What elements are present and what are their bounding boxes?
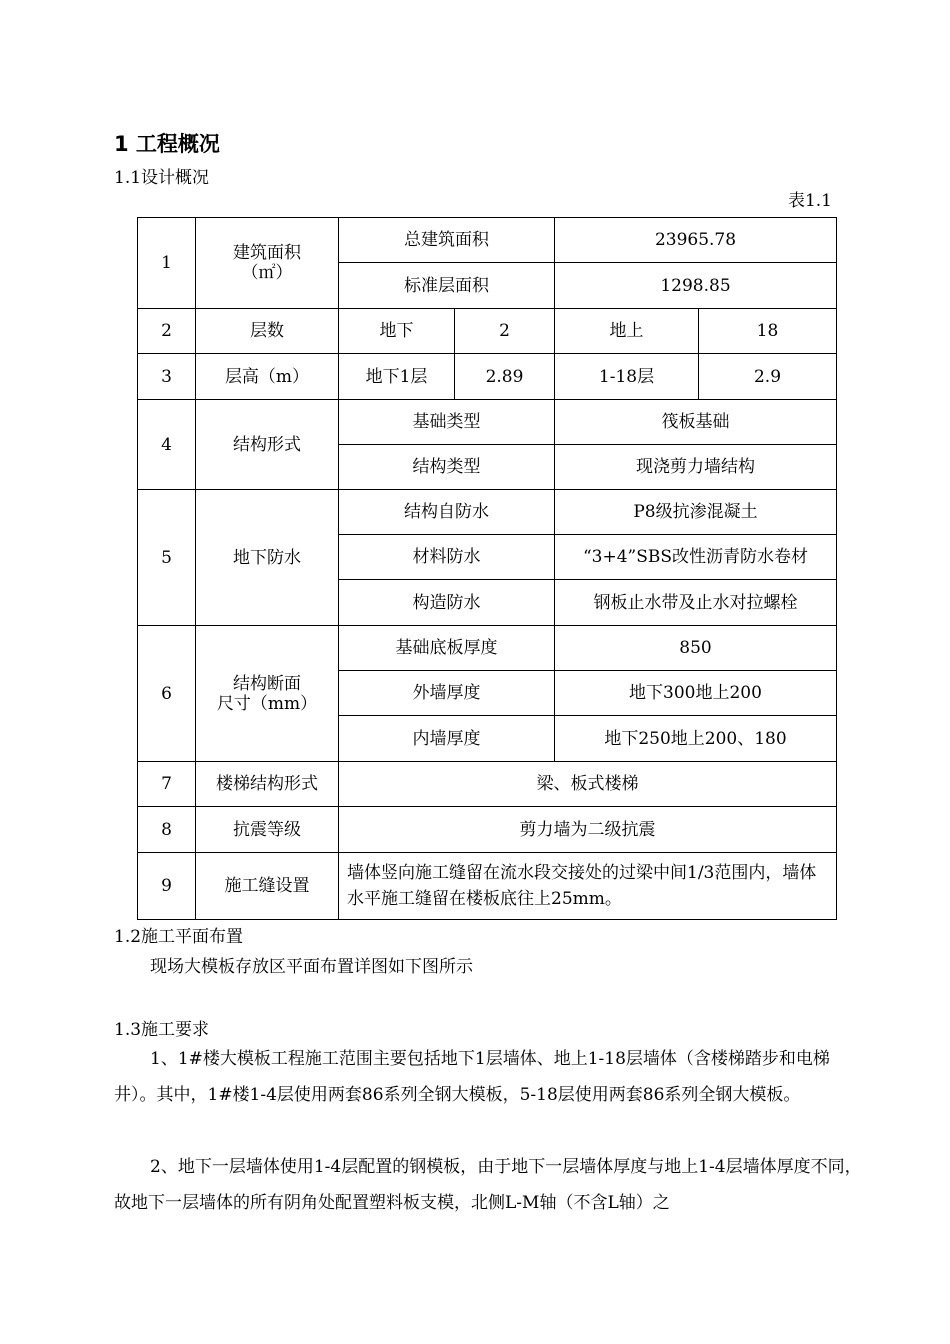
item-label: 结构自防水 [339, 490, 555, 535]
row-number: 2 [138, 309, 196, 354]
requirement-paragraph-2: 2、地下一层墙体使用1-4层配置的钢模板，由于地下一层墙体厚度与地上1-4层墙体厚度不同，故地下一层墙体的所有阴角处配置塑料板支模，北侧L-M轴（不含L轴）之 [114, 1157, 862, 1213]
row-number: 3 [138, 354, 196, 400]
requirement-paragraph-1: 1、1#楼大模板工程施工范围主要包括地下1层墙体、地上1-18层墙体（含楼梯踏步和电梯井）。其中，1#楼1-4层使用两套86系列全钢大模板，5-18层使用两套86系列全钢大模板。 [114, 1049, 830, 1105]
subsection-1-2-title: 1.2施工平面布置 [114, 927, 244, 947]
design-overview-table [137, 217, 837, 920]
item-label: 基础类型 [339, 400, 555, 445]
table-number: 表1.1 [787, 191, 832, 211]
table-row [138, 807, 837, 853]
item-value: 地下250地上200、180 [555, 716, 837, 762]
item-label: 总建筑面积 [339, 218, 555, 263]
item-value: 筏板基础 [555, 400, 837, 445]
row-category: 地下防水 [196, 490, 339, 626]
category-line: 建筑面积 [233, 243, 301, 263]
table-row [138, 762, 837, 807]
item-value: 现浇剪力墙结构 [555, 445, 837, 490]
item-label: 基础底板厚度 [339, 626, 555, 671]
row-number: 9 [138, 853, 196, 920]
table-row [138, 218, 837, 263]
table-row [138, 354, 837, 400]
row-number: 6 [138, 626, 196, 762]
cell: 2 [455, 309, 555, 354]
row-category: 层高（m） [196, 354, 339, 400]
item-label: 材料防水 [339, 535, 555, 580]
cell: 2.89 [455, 354, 555, 400]
cell: 地上 [555, 309, 699, 354]
item-label: 内墙厚度 [339, 716, 555, 762]
item-value: 地下300地上200 [555, 671, 837, 716]
item-label: 外墙厚度 [339, 671, 555, 716]
item-value: 墙体竖向施工缝留在流水段交接处的过梁中间1/3范围内，墙体水平施工缝留在楼板底往上25mm。 [339, 853, 837, 920]
cell: 地下1层 [339, 354, 455, 400]
item-label: 标准层面积 [339, 263, 555, 309]
cell: 1-18层 [555, 354, 699, 400]
row-number: 5 [138, 490, 196, 626]
table-row [138, 626, 837, 671]
row-category [196, 626, 339, 762]
item-value: P8级抗渗混凝土 [555, 490, 837, 535]
item-value: 剪力墙为二级抗震 [339, 807, 837, 853]
category-line: 尺寸（mm） [216, 693, 318, 714]
item-value: “3+4”SBS改性沥青防水卷材 [555, 535, 837, 580]
cell: 2.9 [699, 354, 837, 400]
row-category [196, 218, 339, 309]
table-row [138, 853, 837, 920]
section-heading: 1 工程概况 [114, 132, 220, 156]
subsection-1-3-title: 1.3施工要求 [114, 1020, 210, 1040]
subsection-1-1-title: 1.1设计概况 [114, 168, 210, 188]
row-number: 4 [138, 400, 196, 490]
item-value: 钢板止水带及止水对拉螺栓 [555, 580, 837, 626]
category-line: 结构断面 [233, 673, 301, 694]
item-value: 23965.78 [555, 218, 837, 263]
item-value: 1298.85 [555, 263, 837, 309]
table-row [138, 490, 837, 535]
row-category: 施工缝设置 [196, 853, 339, 920]
item-value: 850 [555, 626, 837, 671]
row-number: 1 [138, 218, 196, 309]
row-number: 8 [138, 807, 196, 853]
category-line: （㎡） [241, 263, 293, 283]
table-row [138, 400, 837, 445]
row-category: 抗震等级 [196, 807, 339, 853]
cell: 18 [699, 309, 837, 354]
row-number: 7 [138, 762, 196, 807]
layout-description: 现场大模板存放区平面布置详图如下图所示 [150, 957, 473, 977]
item-label: 构造防水 [339, 580, 555, 626]
row-category: 层数 [196, 309, 339, 354]
item-label: 结构类型 [339, 445, 555, 490]
table-row [138, 309, 837, 354]
cell: 地下 [339, 309, 455, 354]
row-category: 楼梯结构形式 [196, 762, 339, 807]
item-value: 梁、板式楼梯 [339, 762, 837, 807]
row-category: 结构形式 [196, 400, 339, 490]
